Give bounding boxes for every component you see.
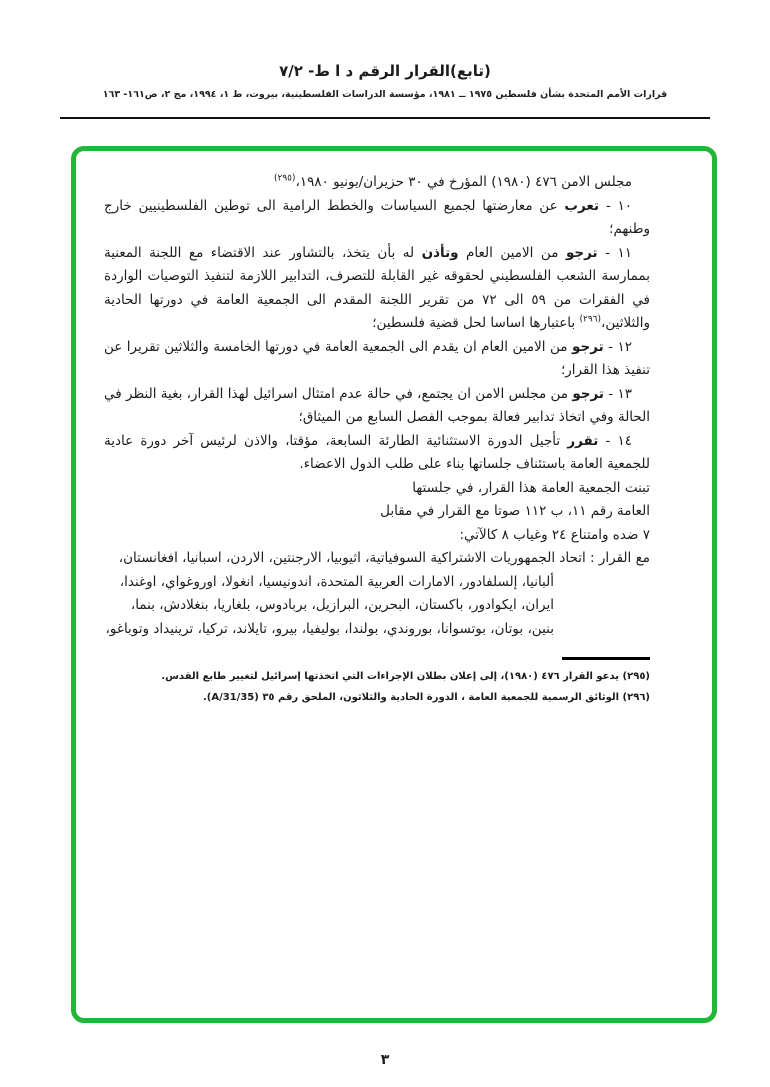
paragraph-number: ١٤ - bbox=[598, 432, 632, 449]
operative-verb: تقرر bbox=[567, 432, 599, 449]
footnote-295 bbox=[104, 666, 650, 687]
paragraph-text: من الامين العام ان يقدم الى الجمعية العامة في دورتها الخامسة والثلاثين تقريرا عن تنفيذ هذا القرار؛ bbox=[104, 338, 650, 378]
paragraph-number: ١٠ - bbox=[599, 197, 632, 214]
intro-paragraph bbox=[104, 171, 650, 195]
footnote-296 bbox=[104, 687, 650, 708]
intro-text: مجلس الامن ٤٧٦ (١٩٨٠) المؤرخ في ٣٠ حزيران/يونيو ١٩٨٠، bbox=[295, 174, 632, 190]
header-divider bbox=[60, 117, 710, 119]
footnote-text: الوثائق الرسمية للجمعية العامة ، الدورة الحادية والثلاثون، الملحق رقم ٣٥ (A/31/35). bbox=[202, 692, 623, 703]
resolution-text bbox=[76, 151, 712, 708]
resolution-title: (تابع)القرار الرقم د ا ط- ٧/٢ bbox=[279, 62, 491, 80]
paragraph-number: ١٢ - bbox=[603, 338, 632, 355]
footnote-ref-296: (٢٩٦) bbox=[579, 314, 602, 325]
operative-verb: وتأذن bbox=[421, 244, 459, 261]
footnote-ref: (٢٩٥) bbox=[622, 671, 650, 682]
page-header bbox=[0, 62, 770, 100]
paragraph-number: ١١ - bbox=[597, 244, 632, 261]
page-number: ٣ bbox=[380, 1052, 390, 1068]
paragraph-text: له بأن يتخذ، بالتشاور عند الاقتضاء مع اللجنة المعنية بممارسة الشعب الفلسطيني لحقوقه غير القابلة للتصرف، التدابير اللازمة لتنفيذ التوصيات الواردة في الفقرات من ٥٩ الى ٧٢ من تقرير اللجنة المقدم الى الجمعية العامة في دورتها الحادية والثلاثين، bbox=[104, 244, 650, 331]
footnote-divider bbox=[562, 657, 650, 660]
countries-suffix: ، bbox=[105, 620, 110, 637]
paragraph-number: ١٣ - bbox=[603, 385, 632, 402]
paragraph-text: عن معارضتها لجميع السياسات والخطط الرامية الى توطين الفلسطينيين خارج وطنهم؛ bbox=[104, 197, 650, 237]
content-frame bbox=[71, 146, 717, 1023]
operative-verb: ترجو bbox=[571, 338, 604, 355]
footnote-ref-295: (٢٩٥) bbox=[273, 173, 296, 184]
vote-in-favour-list bbox=[104, 547, 650, 641]
paragraph-text: تأجيل الدورة الاستثنائية الطارئة السابعة، مؤقتا، والاذن لرئيس آخر دورة عادية للجمعية العامة باستئناف جلساتها بناء على طلب الدول الاعضاء. bbox=[104, 432, 650, 472]
paragraph-text: باعتبارها اساسا لحل قضية فلسطين؛ bbox=[372, 315, 580, 331]
operative-verb: تعرب bbox=[564, 197, 600, 214]
paragraph-13 bbox=[104, 383, 650, 430]
source-citation: قرارات الأمم المتحدة بشأن فلسطين ١٩٧٥ ــ ١٩٨١، مؤسسة الدراسات الفلسطينية، بيروت، ط ١، ١٩٩٤، مج ٢، ص١٦١- ١٦٣ bbox=[102, 89, 668, 100]
paragraph-text: من مجلس الامن ان يجتمع، في حالة عدم امتثال اسرائيل لهذا القرار، بغية النظر في الحالة وفي اتخاذ تدابير فعالة بموجب الفصل السابع من الميثاق؛ bbox=[104, 385, 650, 425]
paragraph-10 bbox=[104, 195, 650, 242]
paragraph-12 bbox=[104, 336, 650, 383]
adoption-note: تبنت الجمعية العامة هذا القرار، في جلستها العامة رقم ١١، ب ١١٢ صوتا مع القرار في مقابل ٧ ضده وامتناع ٢٤ وغياب ٨ كالآتي: bbox=[380, 479, 650, 543]
paragraph-11 bbox=[104, 242, 650, 336]
paragraph-14 bbox=[104, 430, 650, 477]
vote-label: مع القرار : bbox=[590, 550, 650, 566]
countries-list: اتحاد الجمهوريات الاشتراكية السوفياتية، اثيوبيا، الارجنتين، الاردن، اسبانيا، افغانستان، ألبانيا، إلسلفادور، الامارات العربية المتحدة، اندونيسيا، انغولا، اوروغواي، اوغندا، ايران، ايكوادور، باكستان، البحرين، البرازيل، بربادوس، بلغاريا، بنغلادش، بنما، بنين، بوتان، بوتسوانا، بوروندي، بولندا، بوليفيا، بيرو، تايلاند، تركيا، ترينيداد وتوباغو bbox=[109, 550, 586, 637]
operative-verb: ترجو bbox=[572, 385, 604, 402]
paragraph-text: من الامين العام bbox=[458, 244, 566, 261]
operative-verb: ترجو bbox=[565, 244, 598, 261]
footnote-text: يدعو القرار ٤٧٦ (١٩٨٠)، إلى إعلان بطلان الإجراءات التي اتخذتها إسرائيل لتغيير طابع القدس. bbox=[161, 671, 623, 682]
footnote-ref: (٢٩٦) bbox=[622, 692, 650, 703]
